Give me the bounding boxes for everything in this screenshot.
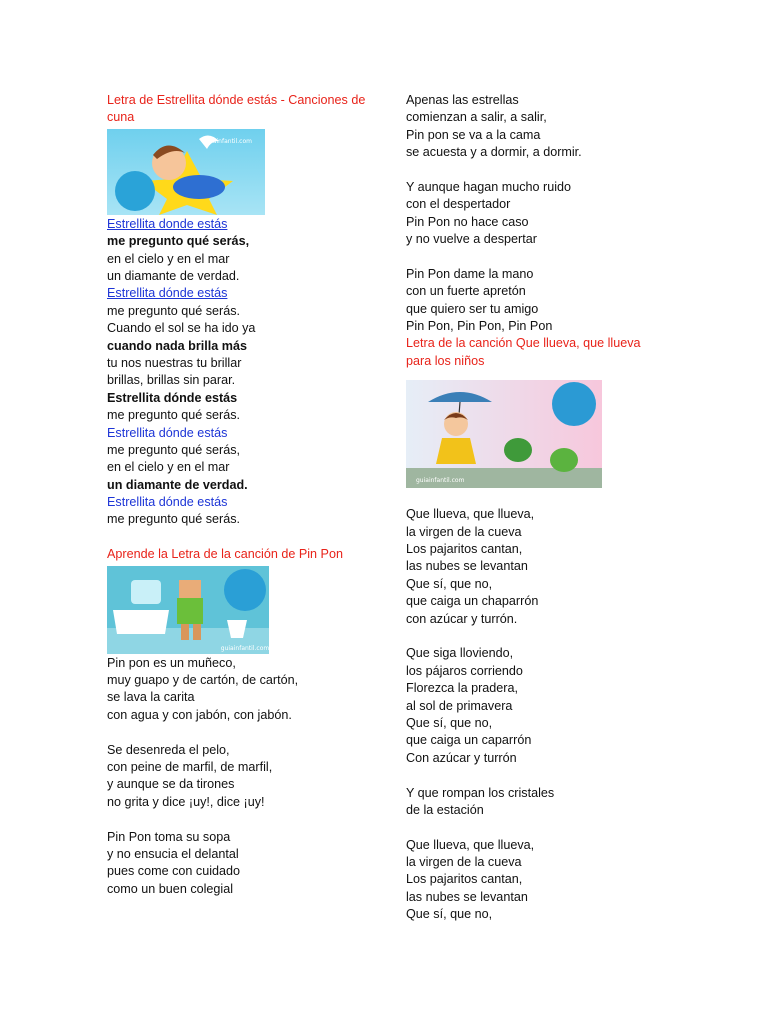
lyric-line: Pin pon es un muñeco, (107, 655, 236, 670)
lyric-line: un diamante de verdad. (107, 477, 248, 492)
lyric-line: Que sí, que no, (406, 907, 493, 922)
lyric-line: las nubes se levantan (406, 889, 528, 904)
left-column (107, 92, 379, 898)
lyric-line: Y que rompan los cristales (406, 785, 555, 800)
lyric-line: me pregunto qué serás. (107, 512, 241, 527)
lyric-line: con peine de marfil, de marfil, (107, 759, 273, 774)
lyric-line: tu nos nuestras tu brillar (107, 355, 242, 370)
lyric-line: Los pajaritos cantan, (406, 542, 523, 557)
lyric-line: me pregunto qué serás, (107, 234, 250, 249)
lyric-line: que caiga un chaparrón (406, 594, 539, 609)
lyric-line (107, 811, 379, 828)
lyric-line: Los pajaritos cantan, (406, 872, 523, 887)
pinpon-lyrics-continued (406, 92, 668, 335)
lyric-line (107, 724, 379, 741)
lyric-line (406, 249, 668, 266)
estrellita-site-label: guiainfantil.com (203, 137, 252, 145)
lyric-line: la virgen de la cueva (406, 524, 522, 539)
lyric-line: de la estación (406, 802, 484, 817)
lyric-line: Pin Pon dame la mano (406, 266, 534, 281)
lyric-line: con agua y con jabón, con jabón. (107, 707, 292, 722)
lyric-line: cuando nada brilla más (107, 338, 247, 353)
lyric-line: que quiero ser tu amigo (406, 301, 539, 316)
lyric-line: como un buen colegial (107, 881, 234, 896)
lyric-line: Se desenreda el pelo, (107, 742, 230, 757)
lyric-line: muy guapo y de cartón, de cartón, (107, 673, 299, 688)
lyric-line: Florezca la pradera, (406, 681, 518, 696)
lyric-line[interactable]: Estrellita dónde estás (107, 286, 228, 301)
lyric-line: con el despertador (406, 197, 511, 212)
lyric-line: Pin pon se va a la cama (406, 127, 541, 142)
llueva-image (406, 380, 602, 488)
lyric-line: me pregunto qué serás, (107, 442, 241, 457)
lyric-line: con azúcar y turrón. (406, 611, 518, 626)
lyric-line: un diamante de verdad. (107, 268, 240, 283)
lyric-line[interactable]: Estrellita donde estás (107, 216, 228, 231)
lyric-line: brillas, brillas sin parar. (107, 373, 236, 388)
lyric-line: en el cielo y en el mar (107, 460, 230, 475)
lyric-line: Pin Pon, Pin Pon, Pin Pon (406, 319, 553, 334)
lyric-line: que caiga un caparrón (406, 733, 532, 748)
llueva-site-label: guiainfantil.com (416, 477, 465, 485)
lyric-line: Que llueva, que llueva, (406, 837, 535, 852)
lyric-line: se lava la carita (107, 690, 195, 705)
estrellita-heading: Letra de Estrellita dónde estás - Canciones de cuna (107, 93, 366, 125)
pinpon-lyrics (107, 655, 379, 898)
lyric-line: Estrellita dónde estás (107, 425, 228, 440)
pinpon-image (107, 566, 269, 654)
lyric-line: con un fuerte apretón (406, 284, 526, 299)
llueva-lyrics (406, 506, 668, 923)
lyric-line: Que sí, que no, (406, 576, 493, 591)
right-column (406, 92, 668, 924)
pinpon-site-label: guiainfantil.com (220, 644, 269, 652)
lyric-line: Apenas las estrellas (406, 93, 519, 107)
lyric-line: se acuesta y a dormir, a dormir. (406, 145, 582, 160)
lyric-line: Estrellita dónde estás (107, 390, 238, 405)
lyric-line (406, 767, 668, 784)
lyric-line: Pin Pon toma su sopa (107, 829, 231, 844)
lyric-line: Que llueva, que llueva, (406, 507, 535, 522)
pinpon-heading: Aprende la Letra de la canción de Pin Pon (107, 547, 343, 562)
lyric-line: pues come con cuidado (107, 864, 241, 879)
lyric-line: Con azúcar y turrón (406, 750, 517, 765)
lyric-line: y no vuelve a despertar (406, 232, 537, 247)
lyric-line (406, 162, 668, 179)
estrellita-image (107, 129, 265, 215)
lyric-line: Que siga lloviendo, (406, 646, 514, 661)
lyric-line: no grita y dice ¡uy!, dice ¡uy! (107, 794, 265, 809)
lyric-line (406, 628, 668, 645)
lyric-line: las nubes se levantan (406, 559, 528, 574)
lyric-line: Y aunque hagan mucho ruido (406, 179, 572, 194)
lyric-line: y no ensucia el delantal (107, 846, 239, 861)
lyric-line: en el cielo y en el mar (107, 251, 230, 266)
lyric-line: me pregunto qué serás. (107, 303, 241, 318)
lyric-line: y aunque se da tirones (107, 777, 235, 792)
lyric-line: comienzan a salir, a salir, (406, 110, 547, 125)
llueva-heading: Letra de la canción Que llueva, que llueva para los niños (406, 336, 641, 368)
lyric-line: al sol de primavera (406, 698, 513, 713)
lyric-line: me pregunto qué serás. (107, 408, 241, 423)
lyric-line: Pin Pon no hace caso (406, 214, 529, 229)
estrellita-lyrics (107, 216, 379, 529)
lyric-line: Estrellita dónde estás (107, 495, 228, 510)
lyric-line (406, 819, 668, 836)
lyric-line: la virgen de la cueva (406, 855, 522, 870)
lyric-line: Cuando el sol se ha ido ya (107, 321, 256, 336)
lyric-line: Que sí, que no, (406, 715, 493, 730)
lyric-line: los pájaros corriendo (406, 663, 523, 678)
